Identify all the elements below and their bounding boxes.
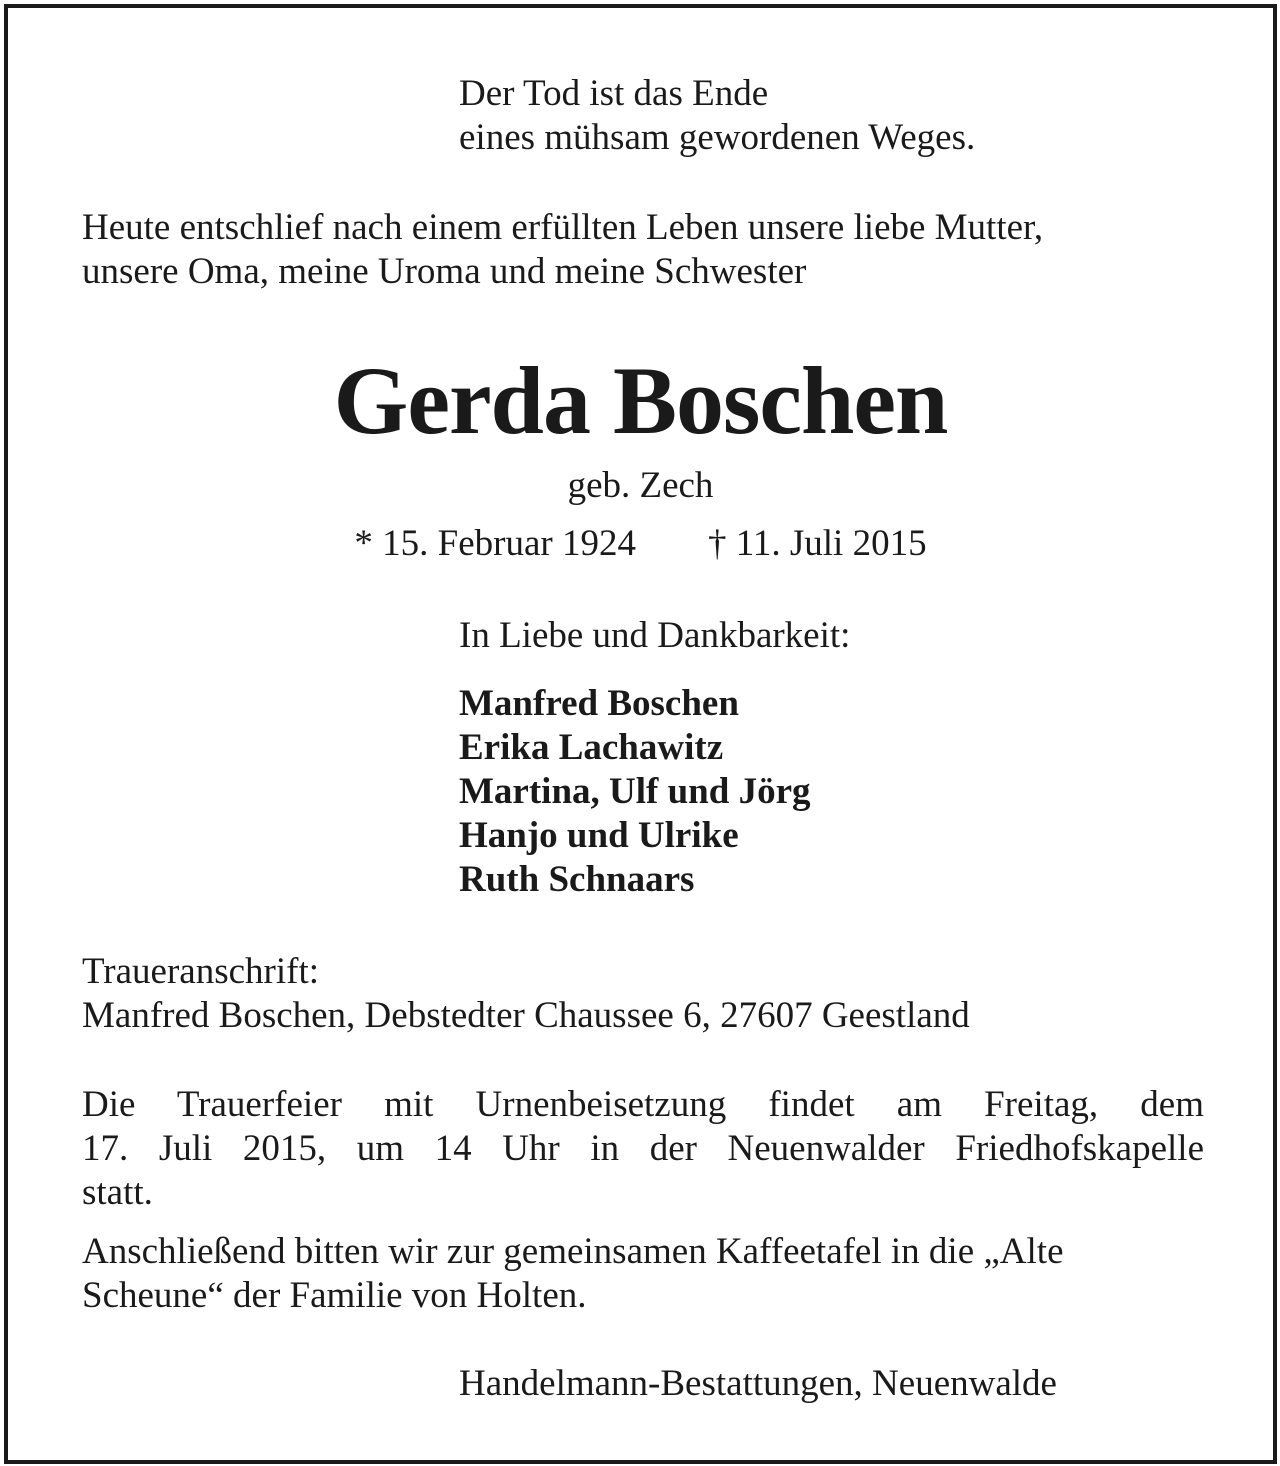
ceremony-line: statt. xyxy=(82,1172,153,1213)
life-dates xyxy=(8,522,1273,566)
obituary-notice xyxy=(4,4,1277,1464)
mourner-name: Erika Lachawitz xyxy=(459,727,724,768)
mourners-heading: In Liebe und Dankbarkeit: xyxy=(459,615,851,656)
mourner-name: Hanjo und Ulrike xyxy=(459,815,739,856)
motto xyxy=(459,72,975,160)
motto-line: Der Tod ist das Ende xyxy=(459,73,769,114)
birth-date: * 15. Februar 1924 xyxy=(354,523,636,564)
mourning-address xyxy=(82,950,970,1038)
birth-name: geb. Zech xyxy=(567,465,714,506)
mourner-name: Martina, Ulf und Jörg xyxy=(459,771,811,812)
intro-line: Heute entschlief nach einem erfüllten Leben unsere liebe Mutter, xyxy=(82,207,1044,248)
funeral-home: Handelmann-Bestattungen, Neuenwalde xyxy=(459,1363,1057,1404)
mourner-name: Manfred Boschen xyxy=(459,683,739,724)
intro-line: unsere Oma, meine Uroma und meine Schwester xyxy=(82,251,807,292)
ceremony-line: 17. Juli 2015, um 14 Uhr in der Neuenwalder Friedhofskapelle xyxy=(82,1128,1204,1169)
mourners-list xyxy=(459,682,811,902)
coffee-info xyxy=(82,1230,1204,1318)
intro-text xyxy=(82,206,1043,294)
address-value: Manfred Boschen, Debstedter Chaussee 6, 27607 Geestland xyxy=(82,995,970,1036)
coffee-line: Scheune“ der Familie von Holten. xyxy=(82,1275,587,1316)
ceremony-info xyxy=(82,1083,1204,1215)
address-label: Traueranschrift: xyxy=(82,951,320,992)
ceremony-line: Die Trauerfeier mit Urnenbeisetzung findet am Freitag, dem xyxy=(82,1084,1204,1125)
death-date: † 11. Juli 2015 xyxy=(707,523,927,564)
coffee-line: Anschließend bitten wir zur gemeinsamen Kaffeetafel in die „Alte xyxy=(82,1231,1064,1272)
mourner-name: Ruth Schnaars xyxy=(459,859,695,900)
motto-line: eines mühsam gewordenen Weges. xyxy=(459,117,976,158)
deceased-name: Gerda Boschen xyxy=(333,347,948,454)
